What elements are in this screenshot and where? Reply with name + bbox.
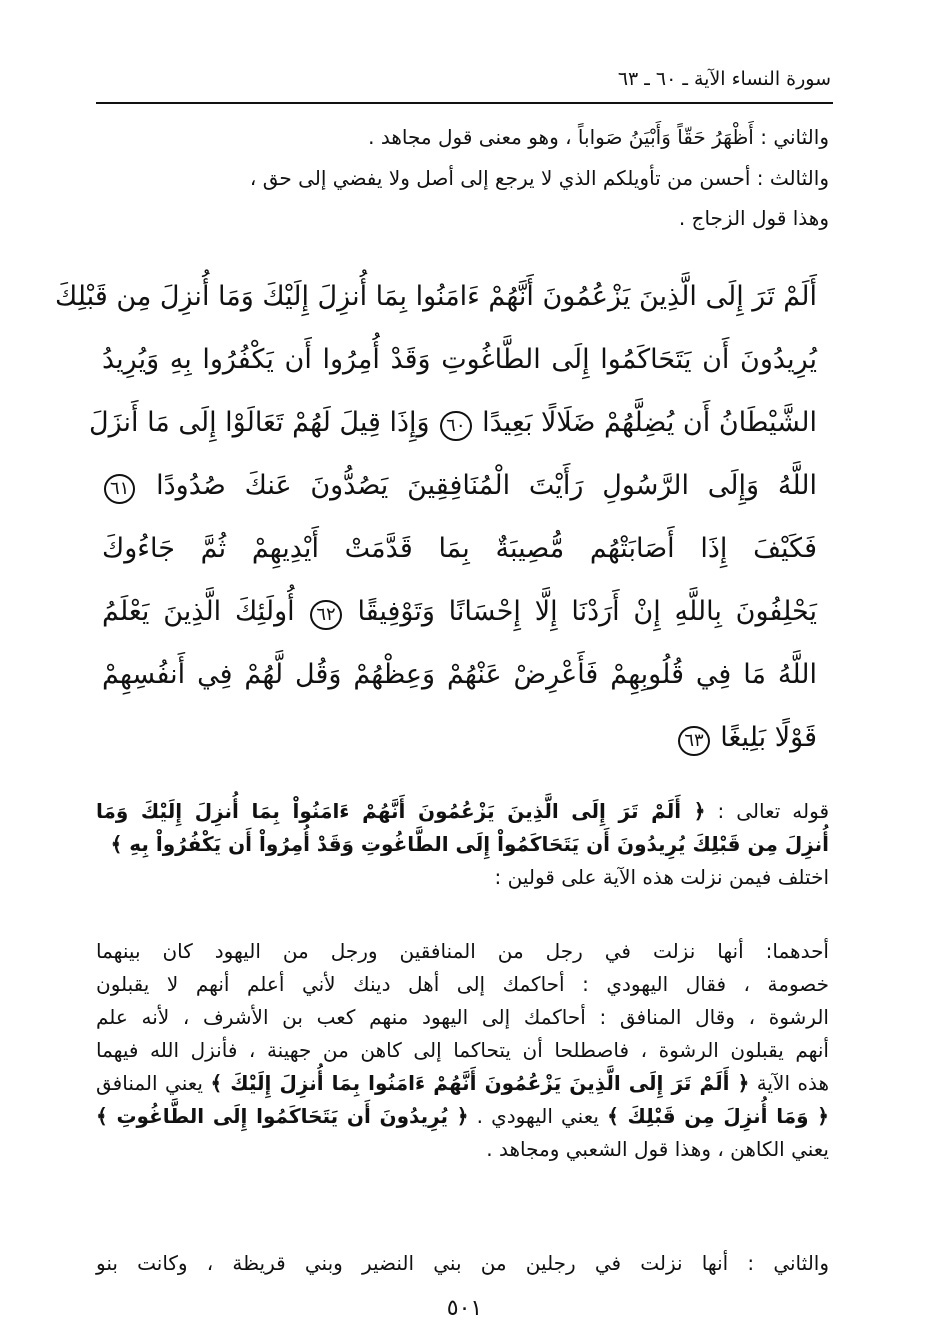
quoted-verse: أُنزِلَ مِن قَبْلِكَ يُرِيدُونَ أَن يَتَحَاكَمُواْ إِلَى الطَّاغُوتِ وَقَدْ أُمِرُواْ أَن يَكْفُرُواْ بِهِ ﴾ bbox=[110, 832, 829, 856]
running-header bbox=[96, 62, 833, 104]
verse-line bbox=[102, 454, 817, 517]
commentary-line: والثاني : أنها نزلت في رجلين من بني النضير وبني قريظة ، وكانت بنو bbox=[96, 1251, 829, 1275]
commentary-line: أنهم يقبلون الرشوة ، فاصطلحا أن يتحاكما إلى كاهن من جهينة ، فأنزل الله فيهما bbox=[96, 1038, 829, 1062]
verse-line: اللَّهُ مَا فِي قُلُوبِهِمْ فَأَعْرِضْ عَنْهُمْ وَعِظْهُمْ وَقُل لَّهُمْ فِي أَنفُسِهِمْ bbox=[102, 659, 817, 690]
ayah-number-marker: ٦٣ bbox=[678, 726, 709, 756]
quoted-verse: ﴿ يُرِيدُونَ أَن يَتَحَاكَمُوا إِلَى الطَّاغُوتِ ﴾ bbox=[96, 1104, 469, 1128]
commentary-line: خصومة ، فقال اليهودي : أحاكمك إلى أهل دينك لأني أعلم أنهم لا يقبلون bbox=[96, 972, 829, 996]
verse-text: يَحْلِفُونَ بِاللَّهِ إِنْ أَرَدْنَا إِلَّا إِحْسَانًا وَتَوْفِيقًا bbox=[357, 596, 817, 627]
verse-text: الشَّيْطَانُ أَن يُضِلَّهُمْ ضَلَالًا بَعِيدًا bbox=[482, 407, 817, 438]
commentary-text: يعني المنافق bbox=[96, 1071, 203, 1095]
verse-line bbox=[102, 706, 817, 769]
intro-line-3: وهذا قول الزجاج . bbox=[678, 206, 829, 230]
ayah-number-marker: ٦٢ bbox=[310, 600, 341, 630]
commentary-line bbox=[96, 1100, 829, 1133]
verse-text: قَوْلًا بَلِيغًا bbox=[720, 722, 817, 753]
verse-line: فَكَيْفَ إِذَا أَصَابَتْهُم مُّصِيبَةٌ بِمَا قَدَّمَتْ أَيْدِيهِمْ ثُمَّ جَاءُوكَ bbox=[102, 533, 817, 564]
ayah-number-marker: ٦١ bbox=[104, 474, 135, 504]
commentary-line: الرشوة ، وقال المنافق : أحاكمك إلى اليهود منهم كعب بن الأشرف ، لأنه علم bbox=[96, 1005, 829, 1029]
commentary-opinion-1 bbox=[96, 935, 829, 1166]
commentary-text: يعني اليهودي . bbox=[476, 1104, 599, 1128]
verse-text: أُولَئِكَ الَّذِينَ يَعْلَمُ bbox=[102, 596, 295, 627]
commentary-line: اختلف فيمن نزلت هذه الآية على قولين : bbox=[494, 865, 829, 889]
page-number: ٥٠١ bbox=[446, 1296, 483, 1321]
commentary-lead: قوله تعالى : bbox=[717, 799, 830, 823]
intro-line-1: والثاني : أَظْهَرُ حَقّاً وَأَبْيَنُ صَواباً ، وهو معنى قول مجاهد . bbox=[368, 125, 829, 149]
quran-verses-block bbox=[54, 265, 817, 769]
verse-line bbox=[88, 391, 817, 454]
commentary-line: أحدهما: أنها نزلت في رجل من المنافقين ورجل من اليهود كان بينهما bbox=[96, 939, 829, 963]
commentary-line bbox=[96, 828, 829, 861]
verse-line: يُرِيدُونَ أَن يَتَحَاكَمُوا إِلَى الطَّاغُوتِ وَقَدْ أُمِرُوا أَن يَكْفُرُوا بِهِ وَيُرِيدُ bbox=[102, 344, 817, 375]
header-title: سورة النساء الآية ـ ٦٠ ـ ٦٣ bbox=[617, 68, 831, 90]
commentary-intro bbox=[96, 795, 829, 894]
verse-text: اللَّهُ وَإِلَى الرَّسُولِ رَأَيْتَ الْمُنَافِقِينَ يَصُدُّونَ عَنكَ صُدُودًا bbox=[156, 470, 817, 501]
verse-text: وَإِذَا قِيلَ لَهُمْ تَعَالَوْا إِلَى مَا أَنزَلَ bbox=[88, 407, 430, 438]
quoted-verse: ﴿ أَلَمْ تَرَ إِلَى الَّذِينَ يَزْعُمُونَ أَنَّهُمْ ءَامَنُوا بِمَا أُنزِلَ إِلَيْكَ ﴾ bbox=[210, 1071, 750, 1095]
verse-line bbox=[102, 580, 817, 643]
intro-line-2: والثالث : أحسن من تأويلكم الذي لا يرجع إلى أصل ولا يفضي إلى حق ، bbox=[249, 166, 829, 190]
commentary-line bbox=[96, 1067, 829, 1100]
commentary-text: هذه الآية bbox=[756, 1071, 830, 1095]
commentary-line bbox=[96, 795, 829, 828]
quoted-verse: ﴿ وَمَا أُنزِلَ مِن قَبْلِكَ ﴾ bbox=[607, 1104, 830, 1128]
commentary-line: يعني الكاهن ، وهذا قول الشعبي ومجاهد . bbox=[486, 1137, 829, 1161]
ayah-number-marker: ٦٠ bbox=[440, 411, 471, 441]
quoted-verse: ﴿ أَلَمْ تَرَ إِلَى الَّذِينَ يَزْعُمُونَ أَنَّهُمْ ءَامَنُواْ بِمَا أُنزِلَ إِلَيْكَ وَمَا bbox=[96, 799, 706, 823]
commentary-opinion-2 bbox=[96, 1247, 829, 1280]
verse-line: أَلَمْ تَرَ إِلَى الَّذِينَ يَزْعُمُونَ أَنَّهُمْ ءَامَنُوا بِمَا أُنزِلَ إِلَيْكَ وَمَا أُنزِلَ مِن قَبْلِكَ bbox=[54, 281, 817, 312]
